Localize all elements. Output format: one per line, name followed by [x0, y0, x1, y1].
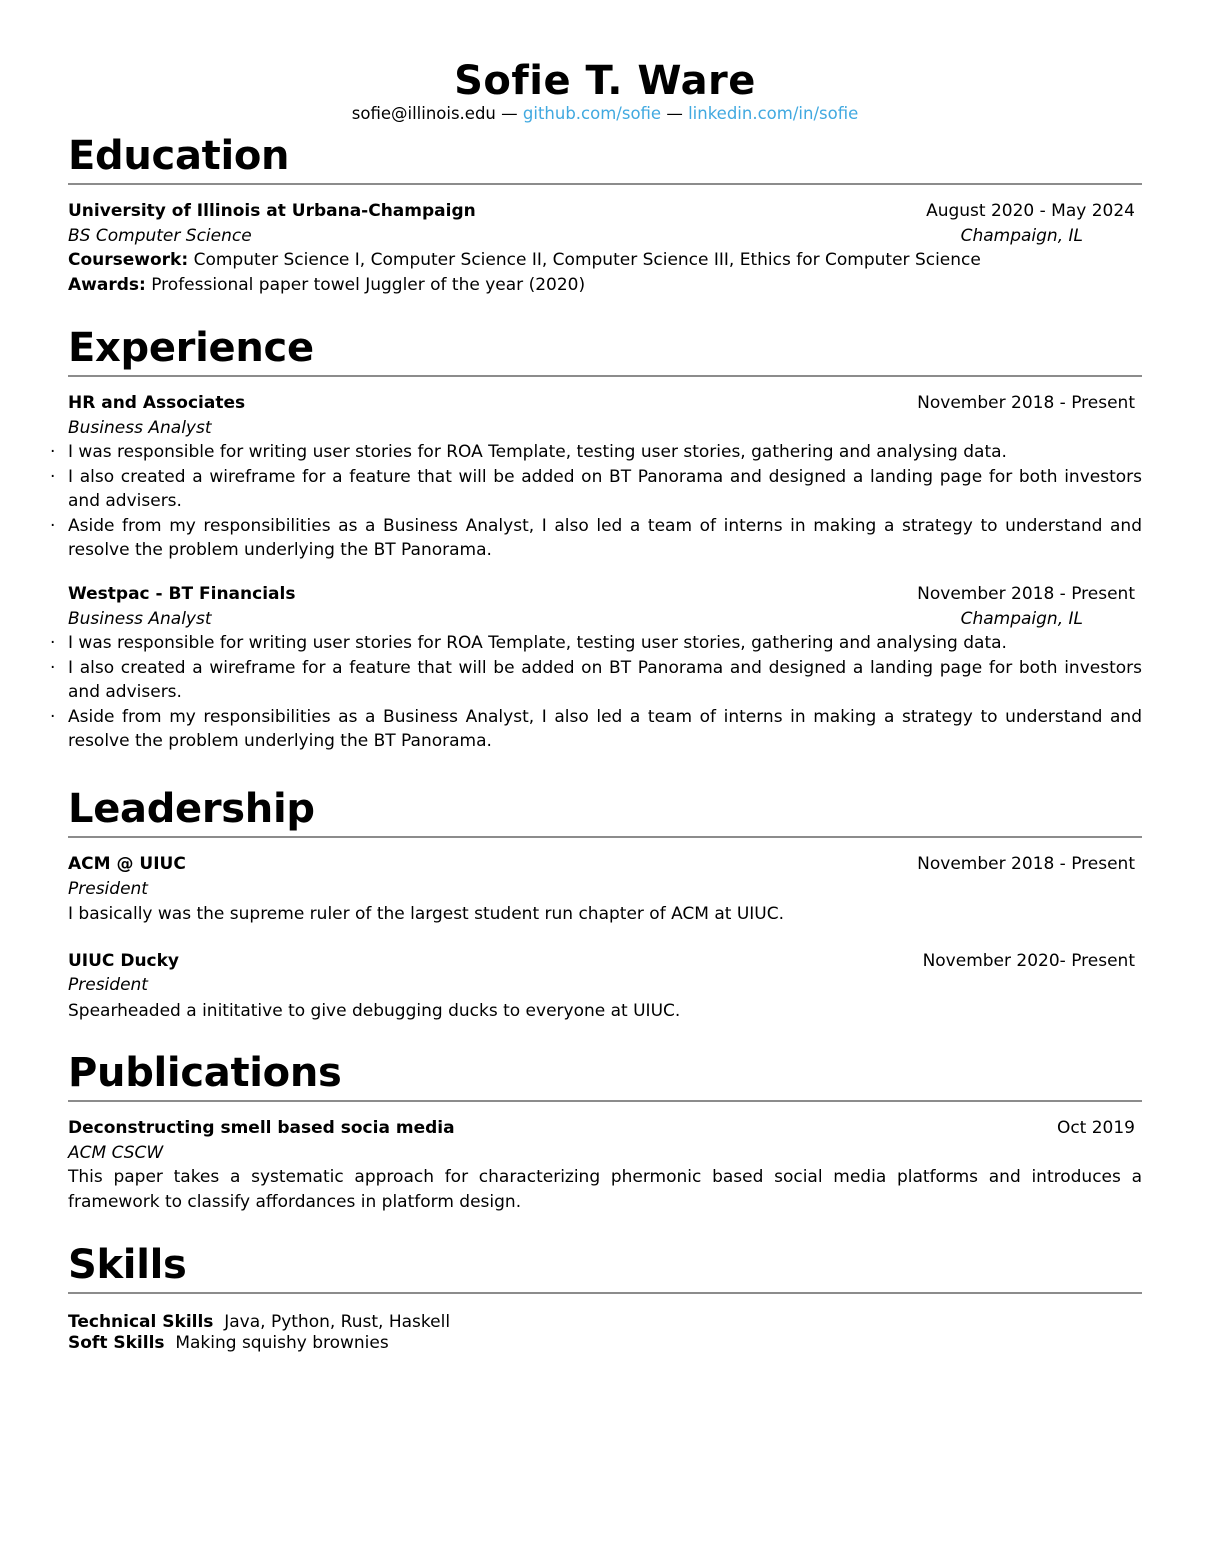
job-role: Business Analyst [68, 608, 212, 629]
candidate-name: Sofie T. Ware [454, 58, 756, 104]
skill-row [68, 1312, 1142, 1333]
section-divider [68, 1100, 1142, 1102]
section-title-leadership: Leadership [68, 786, 315, 832]
job-role: Business Analyst [68, 417, 212, 438]
degree: BS Computer Science [68, 225, 252, 246]
education-dates: August 2020 - May 2024 [926, 201, 1135, 221]
skill-value: Making squishy brownies [175, 1333, 389, 1353]
section-title-experience: Experience [68, 325, 314, 371]
publication-date: Oct 2019 [1056, 1118, 1135, 1138]
separator: — [666, 104, 683, 123]
bullet-dot-icon: · [50, 516, 56, 536]
publication-abstract: This paper takes a systematic approach for characterizing phermonic based social media platforms and introduces a framework to classify affordances in platform design. [68, 1167, 1142, 1212]
bullet-dot-icon: · [50, 707, 56, 727]
bullet-item: · I also created a wireframe for a feature that will be added on BT Panorama and designed a landing page for both investors and advisers. [50, 658, 1142, 702]
skill-row [68, 1333, 1142, 1354]
education-entry [68, 199, 1142, 297]
leadership-section [68, 786, 1142, 1023]
skill-value: Java, Python, Rust, Haskell [224, 1312, 451, 1332]
section-divider [68, 1292, 1142, 1294]
bullet-dot-icon: · [50, 442, 56, 462]
resume-header [68, 58, 1142, 124]
bullet-item: · I also created a wireframe for a feature that will be added on BT Panorama and designed a landing page for both investors and advisers. [50, 467, 1142, 511]
skills-section [68, 1242, 1142, 1354]
leadership-role: President [68, 878, 148, 899]
awards-label: Awards: [68, 274, 146, 295]
section-title-skills: Skills [68, 1242, 187, 1288]
school-name: University of Illinois at Urbana-Champaign [68, 201, 476, 221]
github-link[interactable]: github.com/sofie [522, 104, 662, 123]
section-title-publications: Publications [68, 1050, 342, 1096]
education-section [68, 133, 1142, 297]
skills-list [68, 1312, 1142, 1354]
leadership-entry [68, 852, 1142, 927]
section-title-education: Education [68, 133, 290, 179]
awards-value: Professional paper towel Juggler of the year (2020) [151, 274, 586, 295]
contact-line [68, 104, 1142, 124]
bullet-item: · I was responsible for writing user stories for ROA Template, testing user stories, gathering and analysing data. [50, 442, 1007, 462]
experience-dates: November 2018 - Present [917, 393, 1135, 413]
experience-location: Champaign, IL [960, 608, 1083, 629]
publication-title: Deconstructing smell based socia media [68, 1118, 455, 1138]
leadership-dates: November 2020- Present [922, 950, 1135, 971]
publication-venue: ACM CSCW [68, 1142, 164, 1163]
org-name: UIUC Ducky [68, 950, 180, 971]
bullet-item: · I was responsible for writing user stories for ROA Template, testing user stories, gathering and analysing data. [50, 633, 1007, 653]
bullet-dot-icon: · [50, 467, 56, 487]
section-divider [68, 375, 1142, 377]
leadership-description: I basically was the supreme ruler of the largest student run chapter of ACM at UIUC. [68, 904, 785, 924]
coursework-label: Coursework: [68, 250, 189, 270]
skill-label: Technical Skills [68, 1312, 214, 1332]
publications-section [68, 1050, 1142, 1214]
org-name: ACM @ UIUC [68, 854, 186, 874]
bullet-item: · Aside from my responsibilities as a Business Analyst, I also led a team of interns in making a strategy to understand and resolve the problem underlying the BT Panorama. [50, 516, 1142, 560]
leadership-role: President [68, 975, 148, 995]
linkedin-link[interactable]: linkedin.com/in/sofie [688, 104, 859, 123]
section-divider [68, 836, 1142, 838]
awards-line [68, 273, 1142, 298]
bullet-dot-icon: · [50, 658, 56, 678]
coursework-line [68, 248, 1142, 273]
company-name: Westpac - BT Financials [68, 584, 296, 604]
leadership-description: Spearheaded a inititative to give debugging ducks to everyone at UIUC. [68, 1000, 681, 1021]
bullet-item: · Aside from my responsibilities as a Business Analyst, I also led a team of interns in making a strategy to understand and resolve the problem underlying the BT Panorama. [50, 707, 1142, 751]
leadership-entry [68, 949, 1142, 1024]
section-divider [68, 183, 1142, 185]
experience-entry [50, 391, 1142, 562]
leadership-dates: November 2018 - Present [917, 854, 1135, 874]
experience-section [50, 325, 1142, 754]
publication-entry [68, 1116, 1142, 1214]
company-name: HR and Associates [68, 393, 246, 413]
separator: — [501, 104, 518, 123]
coursework-value: Computer Science I, Computer Science II, Computer Science III, Ethics for Computer Science [193, 250, 981, 270]
bullet-dot-icon: · [50, 633, 56, 653]
experience-entry [50, 582, 1142, 753]
email-text: sofie@illinois.edu [351, 104, 496, 123]
education-location: Champaign, IL [960, 225, 1083, 246]
experience-dates: November 2018 - Present [917, 584, 1135, 604]
resume-page [50, 0, 1142, 1353]
skill-label: Soft Skills [68, 1333, 165, 1353]
